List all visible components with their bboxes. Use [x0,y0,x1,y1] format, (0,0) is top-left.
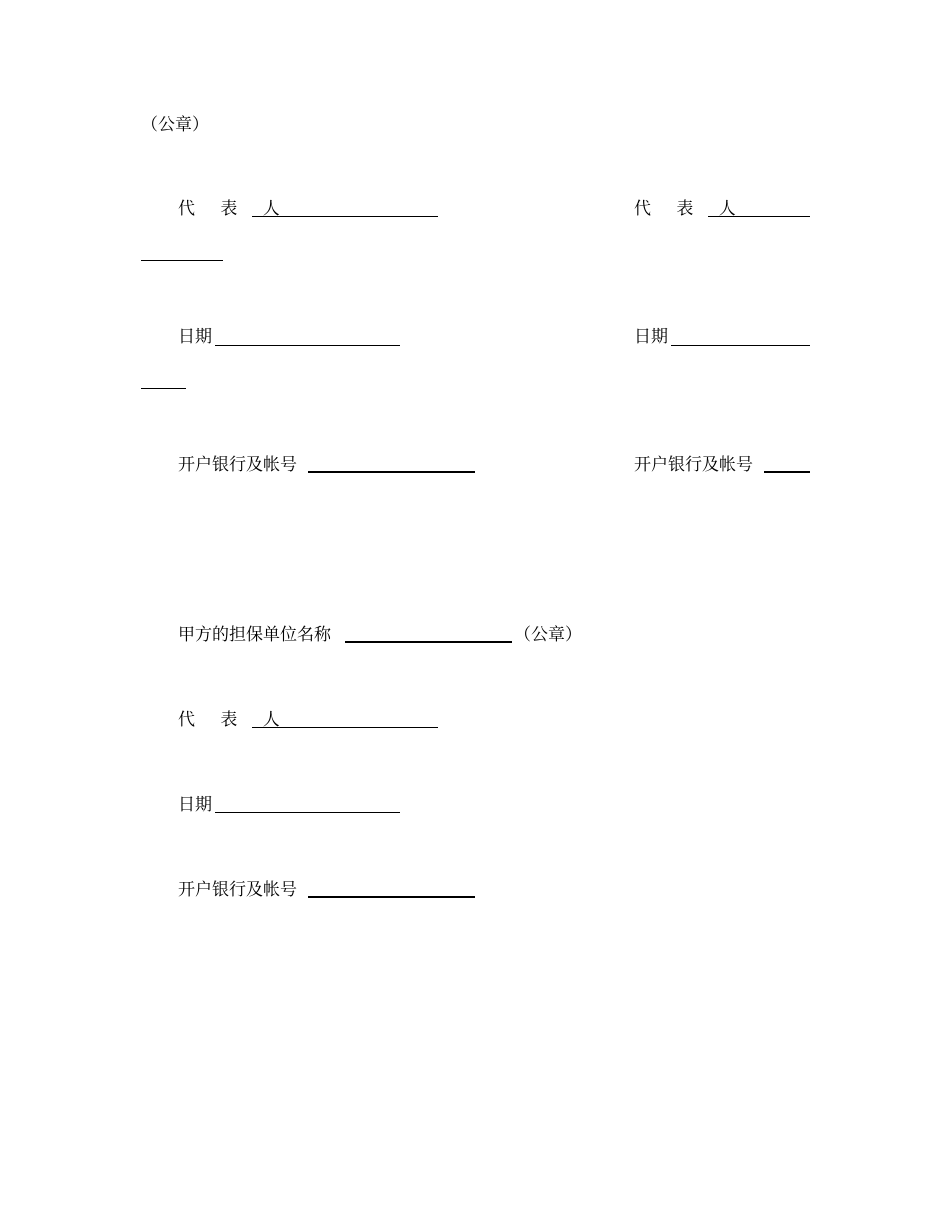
guarantor-date-label: 日期 [178,795,212,815]
left-date-label: 日期 [178,327,212,347]
right-bank-account-blank[interactable] [764,471,810,473]
guarantor-seal-label: （公章） [514,625,582,645]
right-date-blank[interactable] [671,345,810,346]
right-date-blank-continuation[interactable] [141,388,186,389]
guarantor-name-label: 甲方的担保单位名称 [178,625,331,645]
left-date-blank[interactable] [215,345,400,346]
left-representative-blank[interactable] [252,216,438,217]
guarantor-name-blank[interactable] [345,641,512,643]
right-date-label: 日期 [634,327,668,347]
guarantor-representative-blank[interactable] [252,727,438,728]
right-representative-blank[interactable] [708,216,810,217]
left-representative-label: 代 表 人 [178,199,290,219]
right-representative-blank-continuation[interactable] [141,260,223,261]
guarantor-representative-label: 代 表 人 [178,710,290,730]
right-representative-label: 代 表 人 [634,199,746,219]
guarantor-bank-account-blank[interactable] [308,896,475,898]
right-bank-account-label: 开户银行及帐号 [634,455,753,475]
guarantor-bank-account-label: 开户银行及帐号 [178,880,297,900]
guarantor-date-blank[interactable] [215,812,400,813]
left-bank-account-label: 开户银行及帐号 [178,455,297,475]
top-seal-label: （公章） [141,115,209,135]
left-bank-account-blank[interactable] [308,471,475,473]
